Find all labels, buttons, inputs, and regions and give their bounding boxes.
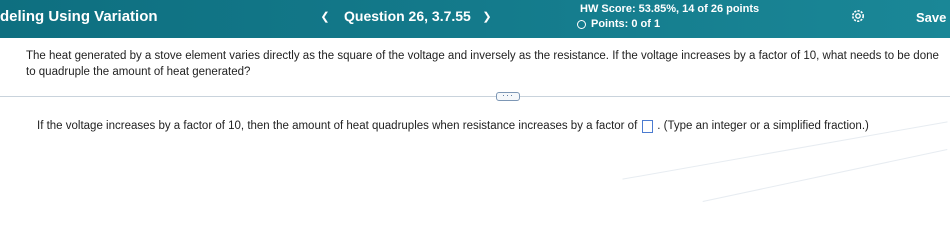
points-status [577, 17, 660, 31]
answer-instructions: . (Type an integer or a simplified fraction.) [657, 120, 869, 132]
answer-input[interactable] [642, 120, 653, 133]
more-dots-icon: ··· [502, 90, 514, 100]
question-label: Question 26, 3.7.55 [344, 8, 471, 24]
expand-more-button[interactable] [496, 92, 520, 101]
previous-question-button[interactable] [318, 8, 332, 26]
progress-ring-icon [577, 20, 586, 29]
chevron-right-icon: ❯ [482, 11, 492, 23]
save-button[interactable]: Save [912, 8, 950, 28]
points-label: Points: 0 of 1 [591, 18, 661, 30]
hw-score: HW Score: 53.85%, 14 of 26 points [580, 3, 760, 15]
question-prompt: The heat generated by a stove element varies directly as the square of the voltage and inversely as the resistance. If the voltage increases by a factor of 10, what needs to be done to quadruple the amount of heat generated? [26, 50, 939, 78]
section-title: deling Using Variation [0, 8, 158, 25]
next-question-button[interactable] [480, 8, 494, 26]
gear-icon[interactable] [850, 8, 866, 24]
section-divider [0, 96, 950, 97]
top-bar [0, 0, 950, 38]
answer-row [37, 118, 869, 134]
chevron-left-icon: ❮ [320, 11, 330, 23]
answer-prefix: If the voltage increases by a factor of 10, then the amount of heat quadruples when resistance increases by a factor of [37, 120, 638, 132]
